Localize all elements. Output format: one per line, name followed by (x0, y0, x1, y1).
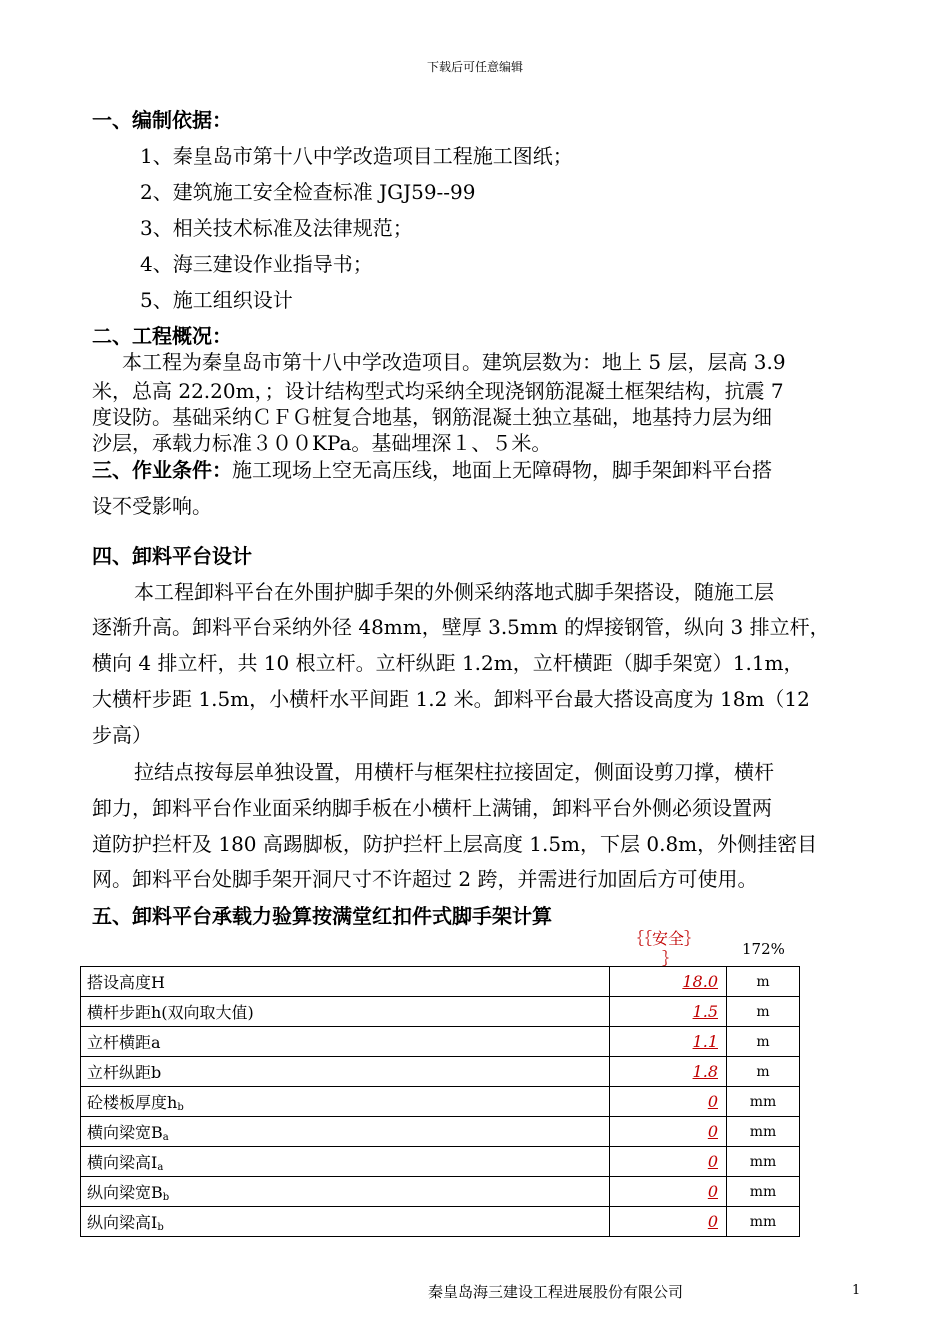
param-label-text: 搭设高度H (87, 973, 165, 992)
overview-line-2: 米，总高 22.20m，；设计结构型式均采纳全现浇钢筋混凝土框架结构，抗震 7 (92, 379, 784, 403)
basis-item-5: 5、施工组织设计 (140, 288, 293, 312)
design-p2-line-2: 卸力，卸料平台作业面采纳脚手板在小横杆上满铺，卸料平台外侧必须设置两 (92, 796, 772, 820)
calc-table (80, 966, 800, 1237)
table-row (81, 967, 800, 997)
param-unit: mm (727, 1207, 800, 1237)
param-label-subscript: b (177, 1102, 184, 1113)
param-label-subscript: a (162, 1132, 169, 1143)
section3-text-1: 施工现场上空无高压线，地面上无障碍物，脚手架卸料平台搭 (232, 458, 772, 482)
design-p1-line-3: 横向 4 排立杆，共 10 根立杆。立杆纵距 1.2m，立杆横距（脚手架宽）1.1m， (92, 651, 804, 675)
param-label-text: 纵向梁高I (87, 1213, 158, 1232)
param-unit: mm (727, 1147, 800, 1177)
param-value[interactable] (610, 1057, 727, 1087)
param-label (81, 1027, 610, 1057)
param-unit: mm (727, 1117, 800, 1147)
page-header: 下载后可任意编辑 (426, 60, 523, 74)
param-label-text: 砼楼板厚度h (87, 1093, 178, 1112)
param-value-text: 0 (707, 1122, 718, 1141)
param-label (81, 1207, 610, 1237)
table-row (81, 1117, 800, 1147)
table-row (81, 1147, 800, 1177)
safety-status-label-close: ｝ (662, 949, 679, 968)
page-number: 1 (852, 1283, 861, 1298)
section3-title: 三、作业条件： (92, 458, 232, 482)
design-p2-line-4: 网。卸料平台处脚手架开洞尺寸不许超过 2 跨，并需进行加固后方可使用。 (92, 867, 758, 891)
param-value-text: 0 (707, 1092, 718, 1111)
param-label-text: 纵向梁宽B (87, 1183, 163, 1202)
param-value[interactable] (610, 1147, 727, 1177)
param-label-text: 横向梁高I (87, 1153, 158, 1172)
section1-title: 一、编制依据： (92, 108, 232, 132)
basis-item-2: 2、建筑施工安全检查标准 JGJ59--99 (140, 180, 476, 204)
section3-line-2: 设不受影响。 (92, 494, 212, 518)
overview-line-1: 本工程为秦皇岛市第十八中学改造项目。建筑层数为：地上 5 层，层高 3.9 (122, 350, 786, 374)
table-row (81, 997, 800, 1027)
basis-item-1: 1、秦皇岛市第十八中学改造项目工程施工图纸； (140, 144, 573, 168)
param-value[interactable] (610, 1027, 727, 1057)
param-value-text: 18.0 (682, 972, 718, 991)
param-label-text: 横杆步距h(双向取大值) (87, 1003, 254, 1022)
param-label-text: 立杆横距a (87, 1033, 161, 1052)
param-label (81, 997, 610, 1027)
table-row (81, 1177, 800, 1207)
safety-percentage: 172% (742, 940, 785, 958)
param-value[interactable] (610, 1207, 727, 1237)
section2-title: 二、工程概况： (92, 324, 232, 348)
design-p1-line-4: 大横杆步距 1.5m，小横杆水平间距 1.2 米。卸料平台最大搭设高度为 18m（12 (92, 687, 810, 711)
table-row (81, 1057, 800, 1087)
param-value[interactable] (610, 967, 727, 997)
param-label-text: 横向梁宽B (87, 1123, 163, 1142)
table-row (81, 1207, 800, 1237)
param-value[interactable] (610, 1177, 727, 1207)
param-value[interactable] (610, 1087, 727, 1117)
safety-status-label: ｛｛安全｝ (628, 929, 701, 948)
design-p2-line-1: 拉结点按每层单独设置，用横杆与框架柱拉接固定，侧面设剪刀撑，横杆 (134, 760, 774, 784)
overview-line-3: 度设防。基础采纳ＣＦＧ桩复合地基，钢筋混凝土独立基础，地基持力层为细 (92, 405, 772, 429)
footer-company: 秦皇岛海三建设工程进展股份有限公司 (428, 1283, 684, 1301)
param-value-text: 1.1 (692, 1032, 718, 1051)
basis-item-3: 3、相关技术标准及法律规范； (140, 216, 413, 240)
param-value-text: 0 (707, 1152, 718, 1171)
param-value-text: 0 (707, 1212, 718, 1231)
param-label (81, 1057, 610, 1087)
param-label (81, 967, 610, 997)
param-value-text: 0 (707, 1182, 718, 1201)
param-label-subscript: b (157, 1222, 164, 1233)
param-label (81, 1147, 610, 1177)
basis-item-4: 4、海三建设作业指导书； (140, 252, 373, 276)
param-value-text: 1.5 (692, 1002, 718, 1021)
section5-title: 五、卸料平台承载力验算按满堂红扣件式脚手架计算 (92, 904, 552, 928)
param-value[interactable] (610, 997, 727, 1027)
param-label (81, 1117, 610, 1147)
param-label-subscript: a (157, 1162, 164, 1173)
design-p1-line-1: 本工程卸料平台在外围护脚手架的外侧采纳落地式脚手架搭设，随施工层 (134, 580, 774, 604)
param-label (81, 1177, 610, 1207)
table-row (81, 1087, 800, 1117)
param-label-subscript: b (162, 1192, 170, 1203)
design-p2-line-3: 道防护拦杆及 180 高踢脚板，防护拦杆上层高度 1.5m，下层 0.8m，外侧挂密目 (92, 832, 818, 856)
overview-line-4: 沙层，承载力标准３００KPa。基础埋深１、５米。 (92, 431, 552, 455)
param-label-text: 立杆纵距b (87, 1063, 162, 1082)
param-unit: m (727, 967, 800, 997)
param-unit: m (727, 997, 800, 1027)
param-unit: m (727, 1027, 800, 1057)
design-p1-line-5: 步高） (92, 723, 152, 747)
param-unit: mm (727, 1087, 800, 1117)
param-value[interactable] (610, 1117, 727, 1147)
section4-title: 四、卸料平台设计 (92, 544, 252, 568)
param-unit: mm (727, 1177, 800, 1207)
param-value-text: 1.8 (692, 1062, 718, 1081)
param-label (81, 1087, 610, 1117)
section3-line-1 (92, 454, 772, 483)
design-p1-line-2: 逐渐升高。卸料平台采纳外径 48mm，壁厚 3.5mm 的焊接钢管，纵向 3 排立杆， (92, 615, 830, 639)
table-row (81, 1027, 800, 1057)
param-unit: m (727, 1057, 800, 1087)
